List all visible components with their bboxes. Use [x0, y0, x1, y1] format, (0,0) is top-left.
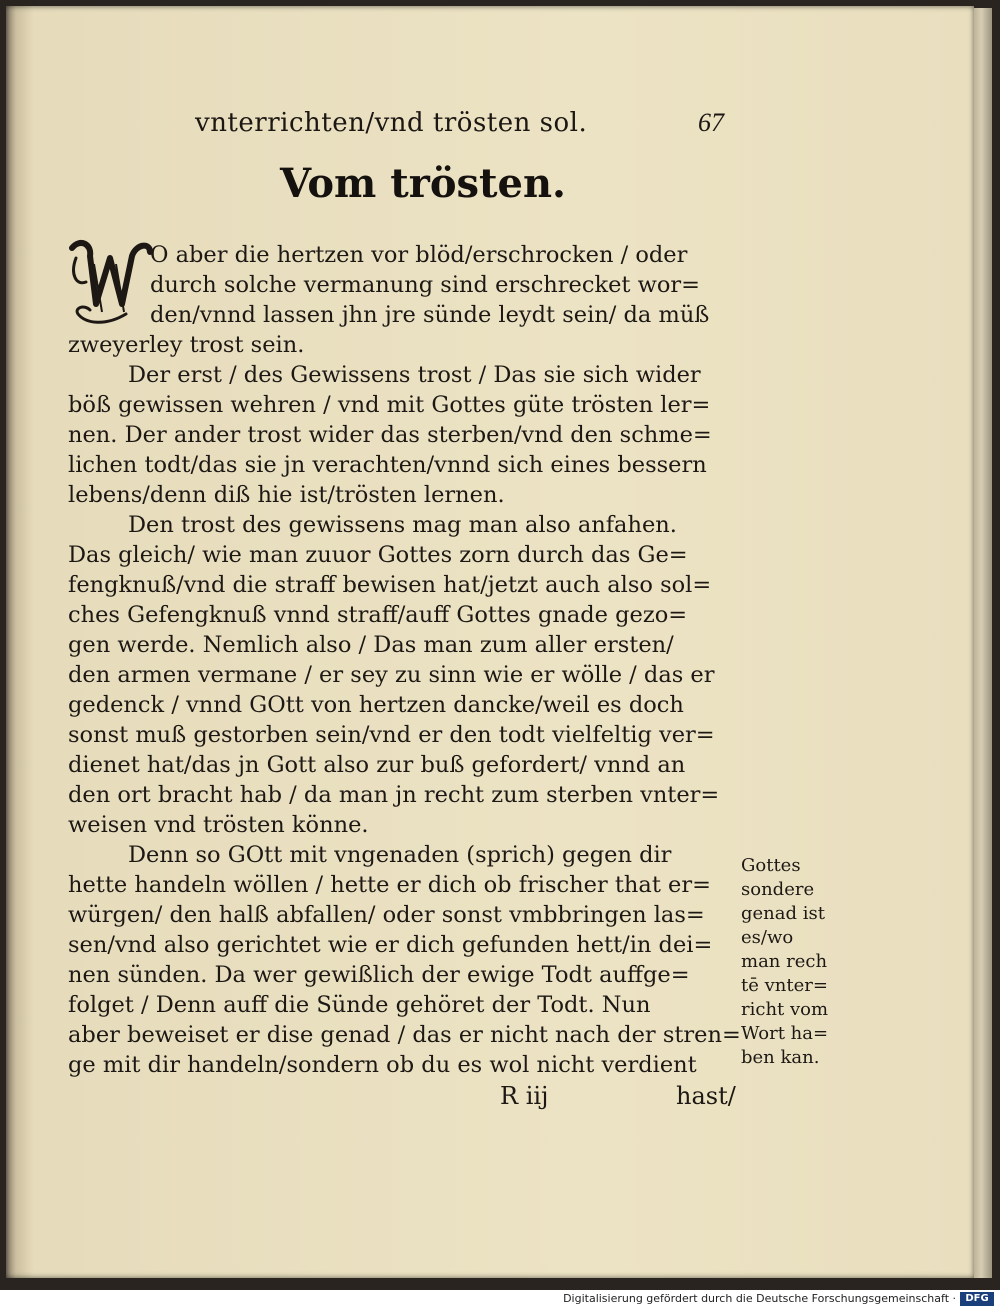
text-line: lichen todt/das sie jn verachten/vnnd sich eines bessern	[68, 452, 707, 478]
catchline	[500, 1082, 740, 1114]
text-line: lebens/denn diß hie ist/trösten lernen.	[68, 482, 505, 508]
digitization-footer	[0, 1290, 1000, 1308]
text-line: dienet hat/das jn Gott also zur buß gefordert/ vnnd an	[68, 752, 686, 778]
drop-cap	[66, 234, 154, 330]
text-line: gedenck / vnnd GOtt von hertzen dancke/weil es doch	[68, 692, 684, 718]
note-line: es/wo	[741, 927, 794, 948]
text-line: ge mit dir handeln/sondern ob du es wol nicht verdient	[68, 1052, 697, 1078]
text-line: zweyerley trost sein.	[68, 332, 305, 358]
text-line: gen werde. Nemlich also / Das man zum aller ersten/	[68, 632, 674, 658]
running-head: vnterrichten/vnd trösten sol.	[195, 108, 588, 138]
note-line: genad ist	[741, 903, 825, 924]
text-line: weisen vnd trösten könne.	[68, 812, 369, 838]
note-line: ben kan.	[741, 1047, 820, 1068]
text-line: sen/vnd also gerichtet wie er dich gefunden hett/in dei=	[68, 932, 713, 958]
text-line: durch solche vermanung sind erschrecket wor=	[150, 272, 701, 298]
note-line: Gottes	[741, 855, 801, 876]
text-line: aber beweiset er dise genad / das er nicht nach der stren=	[68, 1022, 741, 1048]
note-line: tē vnter=	[741, 975, 828, 996]
text-line: nen sünden. Da wer gewißlich der ewige Todt auffge=	[68, 962, 690, 988]
note-line: Wort ha=	[741, 1023, 829, 1044]
text-line: Der erst / des Gewissens trost / Das sie sich wider	[128, 362, 701, 388]
text-line: den/vnnd lassen jhn jre sünde leydt sein/ da müß	[150, 302, 710, 328]
dfg-logo: DFG	[960, 1292, 994, 1306]
text-line: folget / Denn auff die Sünde gehöret der Todt. Nun	[68, 992, 651, 1018]
catchword: hast/	[676, 1082, 736, 1110]
svg-text:W: W	[102, 278, 118, 294]
drop-cap-letter	[66, 234, 154, 330]
page-number: 67	[698, 108, 724, 137]
note-line: man rech	[741, 951, 828, 972]
funding-credit: Digitalisierung gefördert durch die Deutsche Forschungsgemeinschaft ·	[563, 1292, 956, 1305]
note-line: richt vom	[741, 999, 829, 1020]
section-title: Vom trösten.	[280, 160, 566, 207]
text-line: O aber die hertzen vor blöd/erschrocken / oder	[150, 242, 688, 268]
text-line: Denn so GOtt mit vngenaden (sprich) gegen dir	[128, 842, 672, 868]
text-line: hette handeln wöllen / hette er dich ob frischer that er=	[68, 872, 711, 898]
text-line: den ort bracht hab / da man jn recht zum sterben vnter=	[68, 782, 720, 808]
text-line: böß gewissen wehren / vnd mit Gottes güte trösten ler=	[68, 392, 711, 418]
text-line: würgen/ den halß abfallen/ oder sonst vmbbringen las=	[68, 902, 705, 928]
note-line: sondere	[741, 879, 815, 900]
text-line: ches Gefengknuß vnnd straff/auff Gottes gnade gezo=	[68, 602, 688, 628]
text-line: Das gleich/ wie man zuuor Gottes zorn durch das Ge=	[68, 542, 688, 568]
body-text	[68, 240, 741, 1080]
text-line: fengknuß/vnd die straff bewisen hat/jetzt auch also sol=	[68, 572, 712, 598]
page-edge	[974, 8, 992, 1278]
text-line: nen. Der ander trost wider das sterben/vnd den schme=	[68, 422, 712, 448]
text-line: Den trost des gewissens mag man also anfahen.	[128, 512, 677, 538]
signature-mark: R iij	[500, 1082, 549, 1110]
text-line: den armen vermane / er sey zu sinn wie er wölle / das er	[68, 662, 715, 688]
text-line: sonst muß gestorben sein/vnd er den todt vielfeltig ver=	[68, 722, 715, 748]
marginal-note	[741, 854, 851, 1070]
